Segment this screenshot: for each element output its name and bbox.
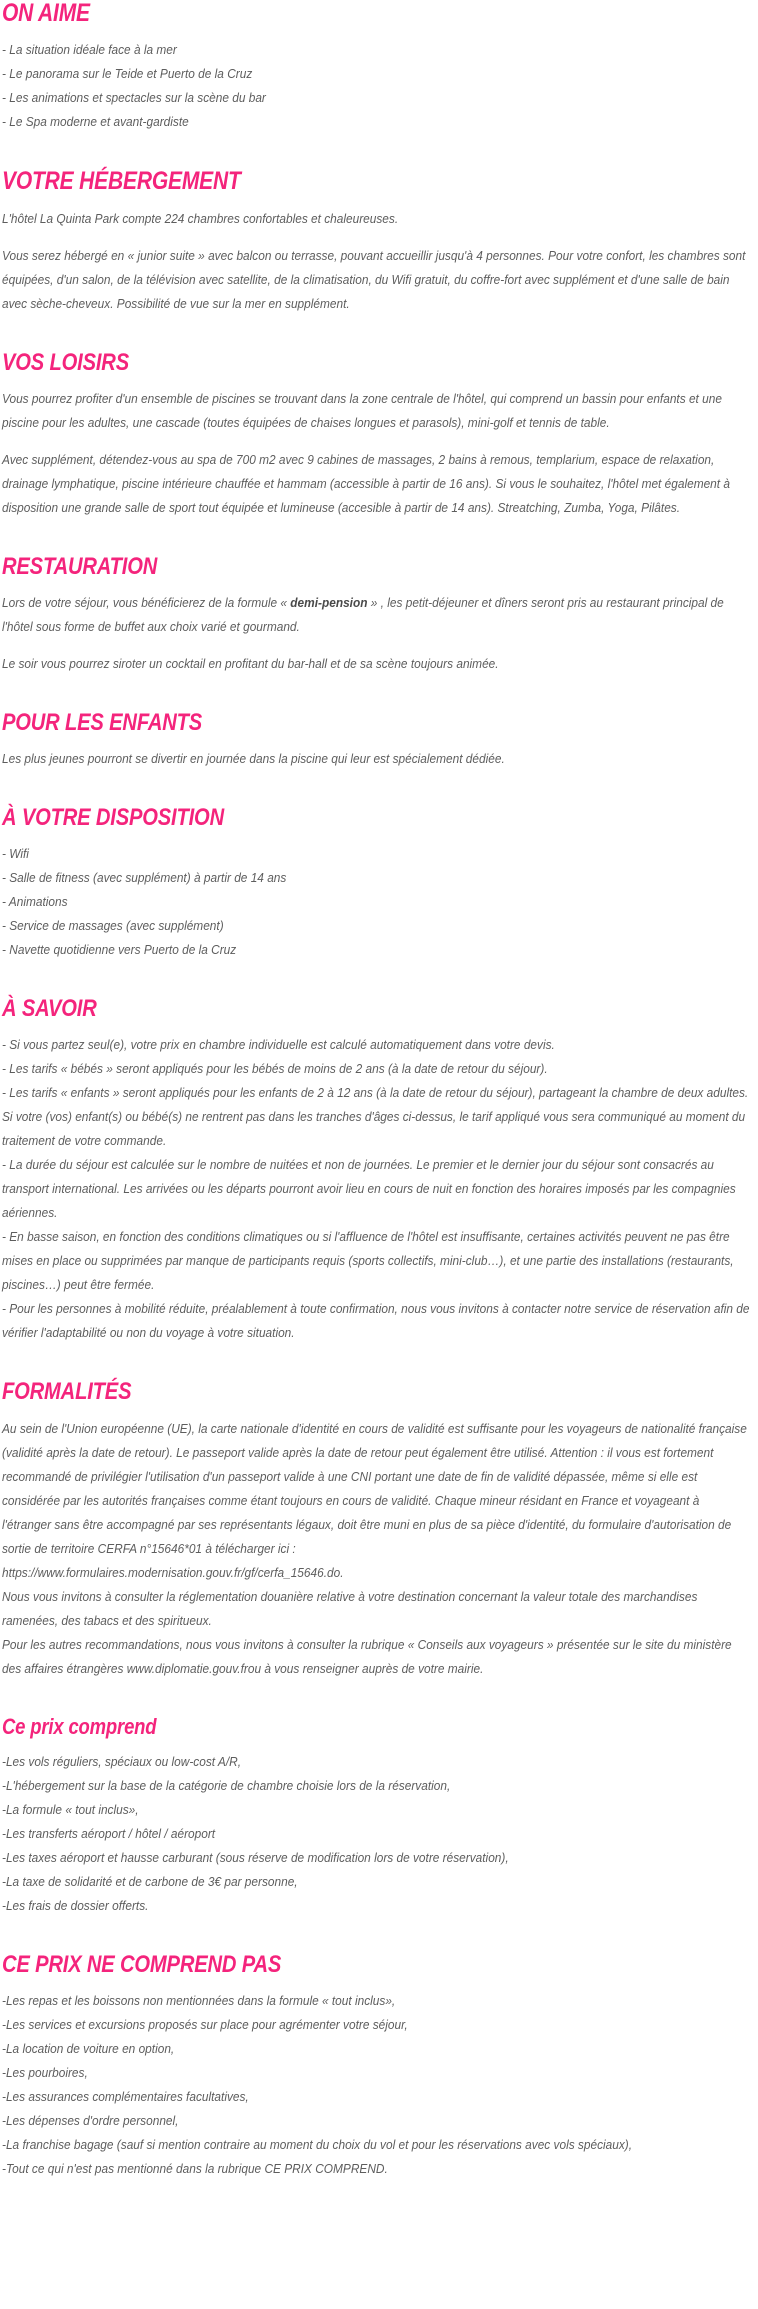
paragraph: Au sein de l'Union européenne (UE), la carte nationale d'identité en cours de validité est suffisante pour les voyageurs de nationalité française (validité après la date de retour). Le passeport valide après la date de retour peut également être utilisé. Attention : il vous est fortement recommandé de privilégier l'utilisation d'un passeport valide à une CNI portant une date de fin de validité dépassée, même si elle est considérée par les autorités françaises comme étant toujours en cours de validité. Chaque mineur résidant en France et voyageant à l'étranger sans être accompagné par ses représentants légaux, doit être muni en plus de sa pièce d'identité, du formulaire d'autorisation de sortie de territoire CERFA n°15646*01 à télécharger ici : (2, 1420, 747, 1556)
paragraph: - Pour les personnes à mobilité réduite, préalablement à toute confirmation, nous vous invitons à contacter notre service de réservation afin de vérifier l'adaptabilité ou non du voyage à votre situation. (2, 1301, 750, 1341)
bullet-item: -Les vols réguliers, spéciaux ou low-cost A/R, (2, 1753, 242, 1769)
bullet-item: -Tout ce qui n'est pas mentionné dans la rubrique CE PRIX COMPREND. (2, 2160, 388, 2176)
section-heading-restauration: RESTAURATION (2, 552, 158, 580)
bullet-item: -Les dépenses d'ordre personnel, (2, 2112, 179, 2128)
bullet-item: - Salle de fitness (avec supplément) à partir de 14 ans (2, 870, 287, 886)
bullet-item: -La franchise bagage (sauf si mention contraire au moment du choix du vol et pour les réservations avec vols spéciaux), (2, 2136, 633, 2152)
paragraph: Avec supplément, détendez-vous au spa de 700 m2 avec 9 cabines de massages, 2 bains à remous, templarium, espace de relaxation, drainage lymphatique, piscine intérieure chauffée et hammam (accessible à partir de 16 ans). Si vous le souhaitez, l'hôtel met également à disposition une grande salle de sport tout équipée et lumineuse (accesible à partir de 14 ans). Streatching, Zumba, Yoga, Pilâtes. (2, 451, 730, 515)
paragraph: Si votre (vos) enfant(s) ou bébé(s) ne rentrent pas dans les tranches d'âges ci-dessus, le tarif appliqué vous sera communiqué au moment du traitement de votre commande. (2, 1109, 746, 1149)
section-pour-les-enfants (2, 710, 752, 771)
section-votre-hebergement (2, 168, 752, 315)
paragraph-with-emphasis (2, 591, 751, 639)
section-on-aime (2, 0, 752, 134)
paragraph: - La durée du séjour est calculée sur le nombre de nuitées et non de journées. Le premier et le dernier jour du séjour sont consacrés au transport international. Les arrivées ou les départs pourront avoir lieu en cours de nuit en fonction des horaires imposés par les compagnies aériennes. (2, 1157, 736, 1221)
section-ce-prix-comprend (2, 1715, 752, 1918)
bullet-item: -Les frais de dossier offerts. (2, 1897, 149, 1913)
bullet-item: -Les repas et les boissons non mentionnées dans la formule « tout inclus», (2, 1992, 396, 2008)
bullet-item: -Les pourboires, (2, 2064, 88, 2080)
section-a-savoir (2, 996, 752, 1345)
bullet-item: - La situation idéale face à la mer (2, 42, 177, 58)
paragraph: Le soir vous pourrez siroter un cocktail en profitant du bar-hall et de sa scène toujours animée. (2, 655, 499, 671)
bullet-item: - Le Spa moderne et avant-gardiste (2, 114, 189, 130)
section-heading-ce-prix-comprend: Ce prix comprend (2, 1713, 157, 1739)
bullet-item: - Wifi (2, 846, 29, 862)
section-heading-on-aime: ON AIME (2, 0, 90, 27)
bullet-item: - Navette quotidienne vers Puerto de la Cruz (2, 942, 237, 958)
paragraph: - Les tarifs « enfants » seront appliqués pour les enfants de 2 à 12 ans (à la date de retour du séjour), partageant la chambre de deux adultes. (2, 1085, 749, 1101)
paragraph: - Les tarifs « bébés » seront appliqués pour les bébés de moins de 2 ans (à la date de retour du séjour). (2, 1061, 548, 1077)
paragraph: Vous serez hébergé en « junior suite » avec balcon ou terrasse, pouvant accueillir jusqu'à 4 personnes. Pour votre confort, les chambres sont équipées, d'un salon, de la télévision avec satellite, de la climatisation, du Wifi gratuit, du coffre-fort avec supplément et d'une salle de bain avec sèche-cheveux. Possibilité de vue sur la mer en supplément. (2, 247, 746, 311)
bullet-item: -L'hébergement sur la base de la catégorie de chambre choisie lors de la réservation, (2, 1777, 451, 1793)
paragraph: Les plus jeunes pourront se divertir en journée dans la piscine qui leur est spécialement dédiée. (2, 751, 505, 767)
paragraph: Pour les autres recommandations, nous vous invitons à consulter la rubrique « Conseils aux voyageurs » présentée sur le site du ministère des affaires étrangères www.diplomatie.gouv.frou à vous renseigner auprès de votre mairie. (2, 1636, 732, 1676)
bullet-item: -Les transferts aéroport / hôtel / aéroport (2, 1825, 216, 1841)
section-ce-prix-ne-comprend-pas (2, 1952, 752, 2181)
section-restauration (2, 554, 752, 676)
section-heading-vos-loisirs: VOS LOISIRS (2, 348, 129, 376)
bullet-item: -La location de voiture en option, (2, 2040, 175, 2056)
text-before-bold: Lors de votre séjour, vous bénéficierez de la formule « (2, 594, 291, 610)
bullet-item: -Les services et excursions proposés sur place pour agrémenter votre séjour, (2, 2016, 408, 2032)
section-heading-pour-les-enfants: POUR LES ENFANTS (2, 708, 203, 736)
bullet-item: - Les animations et spectacles sur la scène du bar (2, 90, 266, 106)
bullet-item: -La formule « tout inclus», (2, 1801, 139, 1817)
paragraph: Vous pourrez profiter d'un ensemble de piscines se trouvant dans la zone centrale de l'hôtel, qui comprend un bassin pour enfants et une piscine pour les adultes, une cascade (toutes équipées de chaises longues et parasols), mini-golf et tennis de table. (2, 390, 722, 430)
bullet-item: - Service de massages (avec supplément) (2, 918, 224, 934)
bold-term: demi-pension (290, 594, 368, 610)
bullet-item: -La taxe de solidarité et de carbone de 3€ par personne, (2, 1873, 298, 1889)
external-link-url[interactable]: https://www.formulaires.modernisation.gouv.fr/gf/cerfa_15646.do. (2, 1564, 344, 1580)
section-heading-formalites: FORMALITÉS (2, 1378, 132, 1406)
bullet-item: - Le panorama sur le Teide et Puerto de la Cruz (2, 66, 253, 82)
paragraph: Nous vous invitons à consulter la réglementation douanière relative à votre destination concernant la valeur totale des marchandises ramenées, des tabacs et des spiritueux. (2, 1588, 698, 1628)
section-a-votre-disposition (2, 805, 752, 962)
paragraph: - Si vous partez seul(e), votre prix en chambre individuelle est calculé automatiquement dans votre devis. (2, 1037, 555, 1053)
bullet-item: -Les taxes aéroport et hausse carburant (sous réserve de modification lors de votre réservation), (2, 1849, 509, 1865)
bullet-item: -Les assurances complémentaires facultatives, (2, 2088, 249, 2104)
section-heading-a-votre-disposition: À VOTRE DISPOSITION (2, 804, 224, 832)
section-vos-loisirs (2, 350, 752, 520)
section-heading-ce-prix-ne-comprend-pas: CE PRIX NE COMPREND PAS (2, 1950, 282, 1978)
section-heading-votre-hebergement: VOTRE HÉBERGEMENT (2, 167, 241, 196)
bullet-item: - Animations (2, 894, 68, 910)
section-formalites (2, 1379, 752, 1680)
text-after-bold: » , les petit-déjeuner et dîners seront pris au restaurant principal de l'hôtel sous forme de buffet aux choix varié et gourmand. (2, 594, 724, 634)
paragraph: - En basse saison, en fonction des conditions climatiques ou si l'affluence de l'hôtel est insuffisante, certaines activités peuvent ne pas être mises en place ou supprimées par manque de participants requis (sports collectifs, mini-club…), et une partie des installations (restaurants, piscines…) peut être fermée. (2, 1229, 734, 1293)
section-heading-a-savoir: À SAVOIR (2, 995, 97, 1023)
paragraph: L'hôtel La Quinta Park compte 224 chambres confortables et chaleureuses. (2, 210, 399, 226)
